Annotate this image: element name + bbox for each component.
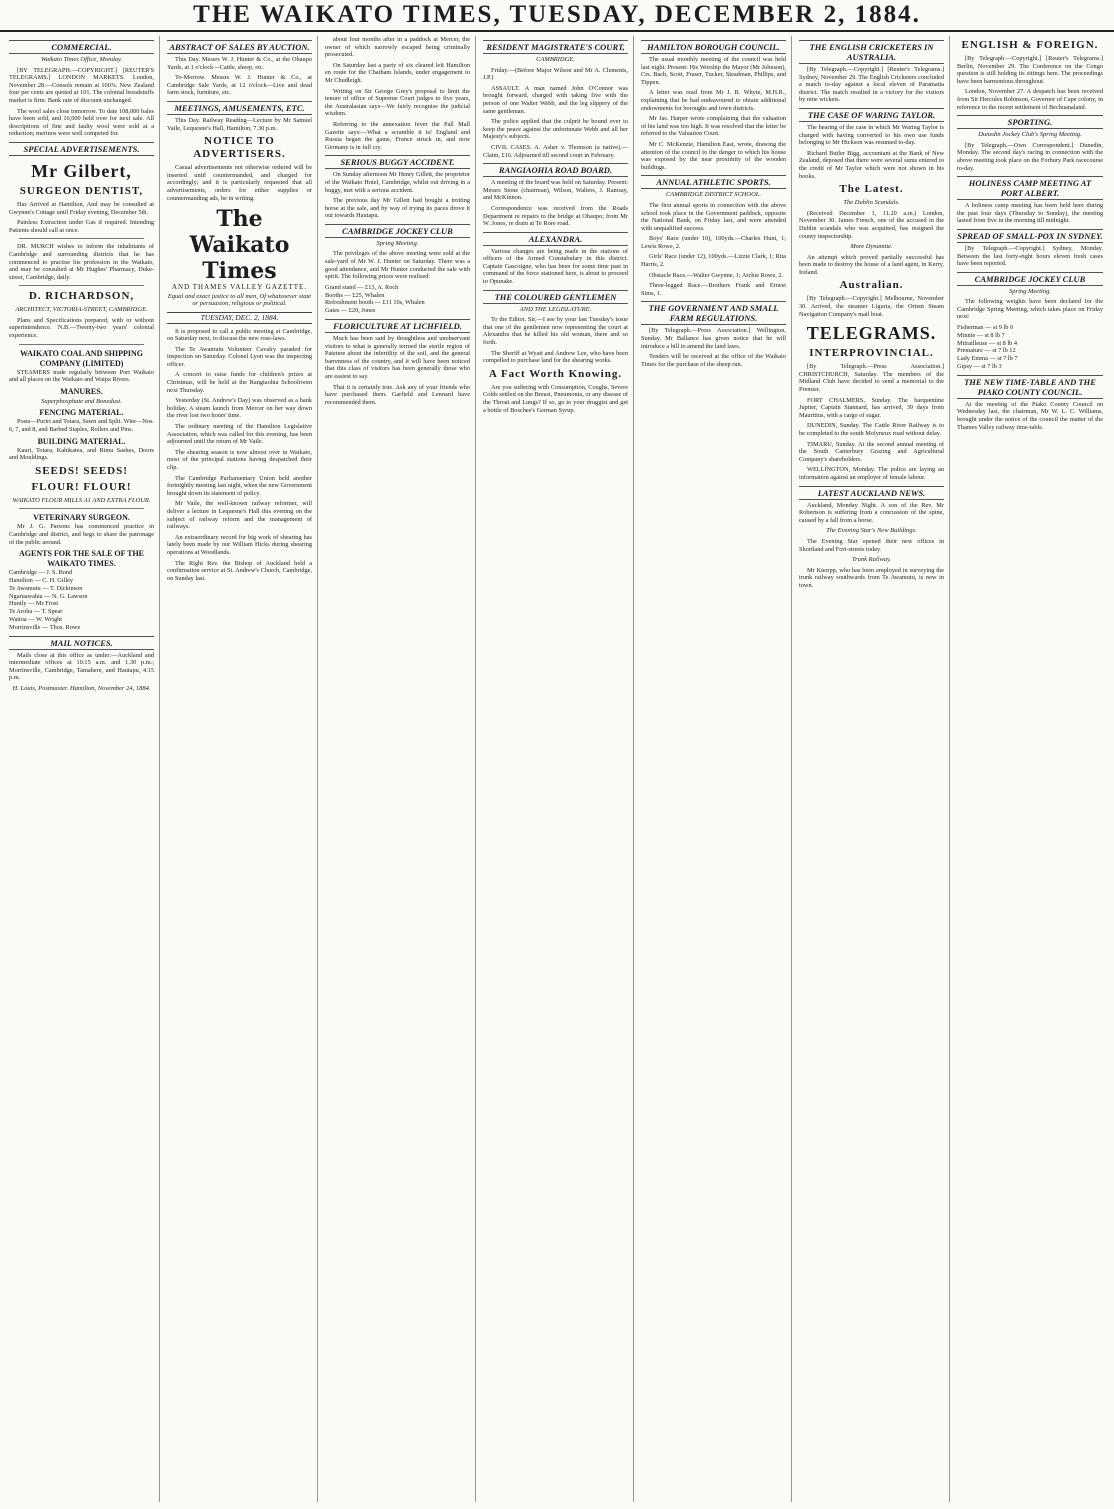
waring-taylor-heading: THE CASE OF WARING TAYLOR. xyxy=(799,108,944,122)
auction-text-2: To-Morrow. Messrs W. J. Hunter & Co., at Cambridge Sale Yards, at 12 o'clock—Live and dead farm stock, furniture, etc. xyxy=(167,74,312,97)
council-text: The usual monthly meeting of the council was held last night. Present: His Worship the Mayor (Mr Johnson), Crs. Bach, Scott, Fraser, Tucker, Steadman, Phillips, and Tippen. xyxy=(641,56,786,86)
holiness-text: A holiness camp meeting has been held here during the past four days (Thursday to Sunday), the meeting lasted from five in the morning till midnight. xyxy=(957,202,1103,225)
commercial-heading: COMMERCIAL. xyxy=(9,40,154,54)
vet-text: Mr J. G. Parsons has commenced practice in Cambridge and district, and begs to share the patronage of the public around. xyxy=(9,523,154,546)
buggy-text-2: The previous day Mr Gillett had bought a trotting horse at the sale, and by way of trying its paces drove it out towards Hautapu. xyxy=(325,197,470,220)
mail-sign: H. Louis, Postmaster. Hamilton, November 24, 1884. xyxy=(12,684,151,692)
cricket-text: [By Telegraph.—Copyright.] [Reuter's Telegrams.] Sydney, November 29. The English Cricketers concluded a match to-day against a local eleven of Paramatta district. The match resulted in a victory for the visitors by nine wickets. xyxy=(799,66,944,104)
smallpox-heading: SPREAD OF SMALL-POX IN SYDNEY. xyxy=(957,230,1103,241)
flour-text: WAIKATO FLOUR MILLS A1 AND EXTRA FLOUR. xyxy=(12,496,151,504)
time-table-text: At the meeting of the Piako County Council on Wednesday last, the chairman, Mr W. L. C. Williams, brought under the notice of the council the matter of the Thames Valley railway time-table. xyxy=(957,400,1103,431)
road-board-heading: RANGIAOHIA ROAD BOARD. xyxy=(483,163,628,177)
evening-star-text: The Evening Star opened their new offices in Shortland and Fort-streets today. xyxy=(799,537,944,553)
taylor-text: Richard Butler Bigg, accountant at the Bank of New Zealand, deposed that there were several sums entered to the credit of Mr Taylor which were not shown in his books. xyxy=(799,149,944,180)
cricketers-heading: THE ENGLISH CRICKETERS IN AUSTRALIA. xyxy=(799,40,944,64)
agent-entry: Ngaruawahia — N. G. Lawson xyxy=(9,592,88,600)
special-ads-heading: SPECIAL ADVERTISEMENTS. xyxy=(9,142,154,156)
english-foreign-heading: ENGLISH & FOREIGN. xyxy=(961,39,1099,51)
council-text: Mr Jas. Harper wrote complaining that the valuation of his land was too high. It was resolved that the letter be referred to the Valuation Court. xyxy=(641,115,786,138)
seeds-title: SEEDS! SEEDS! xyxy=(35,464,128,477)
agent-entry: Cambridge — J. S. Bond xyxy=(9,569,73,577)
weight-entry: Minnie — st 8 lb 7 xyxy=(957,331,1005,339)
building-text: Kauri, Totara, Kahikatea, and Rimu Sashes, Doors and Mouldings. xyxy=(9,446,154,462)
road-board-text: Correspondence was received from the Roads Department re repairs to the bridge at Ohaupo; from Mr W. Jones, re drain at Te Rore road. xyxy=(483,204,628,228)
telegram-text: [By Telegraph.—Press Association.] CHRISTCHURCH, Saturday. The members of the Midland Club have decided to send a memorial to the Premier. xyxy=(799,363,944,394)
sports-result: Girls' Race (under 12), 100yds.—Lizzie Clark, 1; Rita Harris, 2. xyxy=(641,253,786,269)
borough-council-heading: HAMILTON BOROUGH COUNCIL. xyxy=(641,40,786,54)
news-item: Referring to the annexation fever the Pall Mall Gazette says:—What a scramble it is! England and Russia began the game, France struck in, and now Germany is in full cry. xyxy=(325,120,470,151)
column-3 xyxy=(322,36,476,1502)
cambridge-jockey-heading: CAMBRIDGE JOCKEY CLUB xyxy=(957,272,1103,286)
news-item: The shearing season is now almost over in Waikato, most of the principal stations having despatched their clip. xyxy=(167,448,312,471)
weight-entry: Lady Emma — st 7 lb 7 xyxy=(957,355,1018,363)
fencing-text: Posts—Puriri and Totara, Sawn and Split. Wire—Nos. 6, 7, and 8, and Barbed Staples, Rollers and Pins. xyxy=(9,418,154,434)
court-text: ASSAULT. A man named John O'Connor was brought forward, charged with taking five with the person of one Walter Webb, and the leg slippery of the same gentleman. xyxy=(483,84,628,115)
court-heading: RESIDENT MAGISTRATE'S COURT, xyxy=(483,40,628,54)
commercial-text-2: The wool sales close tomorrow. To date 108,000 bales have been sold, and 10,000 held over for next sale. All descriptions of fine and faulty wool were sold at a reduction; merinos were well competed for. xyxy=(9,107,154,138)
telegram-text: DUNEDIN, Sunday. The Cattle River Railway is to be completed to the south Molyneux road without delay. xyxy=(799,422,944,437)
news-item: Mr Vaile, the well-known railway reformer, will deliver a lecture in Lequesne's Hall this evening on the subject of railway reform and the management of railways. xyxy=(167,500,312,531)
dateline: TUESDAY, DEC. 2, 1884. xyxy=(167,312,312,324)
news-item: The Cambridge Parliamentary Union held another fortnightly meeting last night, when the new Government brought down its statement of policy. xyxy=(167,474,312,497)
court-sub: CAMBRIDGE. xyxy=(536,56,575,63)
murch-ad: DR. MURCH wishes to inform the inhabitants of Cambridge and surrounding districts that he has commenced to practise his profession in the Waikato, and may be consulted at Mr Hughes' Pharmacy, Duke-street, Cambridge, daily. xyxy=(9,243,154,281)
fact-heading: A Fact Worth Knowing. xyxy=(488,367,623,380)
column-2 xyxy=(164,36,318,1502)
news-item: The Right Rev. the Bishop of Auckland held a confirmation service at St. Andrew's Church, Cambridge, on Sunday last. xyxy=(167,559,312,582)
weight-entry: Gipsy — st 7 lb 3 xyxy=(957,363,1002,371)
trunk-railway-sub: Trunk Railway. xyxy=(851,556,892,564)
notice-title: NOTICE TO ADVERTISERS. xyxy=(193,135,286,161)
weight-entry: Mitrailleuse — st 8 lb 4 xyxy=(957,339,1017,347)
commercial-text-1: [BY TELEGRAPH.—COPYRIGHT.] [REUTER'S TELEGRAMS.] LONDON MARKETS. London, November 28.—Consols remain at 100⅞. New Zealand four per cents are quoted at 101. The colonial breadstuffs market is firm. Bank rate of discount unchanged. xyxy=(9,66,154,104)
buggy-accident-heading: SERIOUS BUGGY ACCIDENT. xyxy=(325,155,470,169)
manures-title: MANURES. xyxy=(60,386,103,396)
dynamite-text: An attempt which proved partially successful has been made to destroy the house of a land agent, in Kerry, Ireland. xyxy=(799,253,944,276)
cambridge-jockey-sub: Spring Meeting. xyxy=(1009,287,1051,295)
coal-ad-title: WAIKATO COAL AND SHIPPING COMPANY (LIMITED) xyxy=(19,348,144,368)
letter-text: The Sheriff at Wyatt and Andrew Lee, who have been compelled to purchase land for the shearing works. xyxy=(483,349,628,365)
commercial-sub: Waikato Times Office, Monday. xyxy=(40,56,123,63)
richardson-ad-sub: ARCHITECT, VICTORIA-STREET, CAMBRIDGE. xyxy=(15,306,148,314)
coal-ad-text: STEAMERS trade regularly between Port Waikato and all places on the Waikato and Waipa Rivers. xyxy=(9,368,154,384)
foreign-text: London, November 27. A despatch has been received from Sir Hercules Robinson, Governor of Cape colony, in reference to the recent settlement of Bechuanaland. xyxy=(957,88,1103,111)
australian-heading: Australian. xyxy=(839,279,904,292)
government-text: Tenders will be received at the office of the Waikato Times for the purchase of the sheep run. xyxy=(641,353,786,368)
column-4 xyxy=(480,36,634,1502)
telegram-text: WELLINGTON, Monday. The police are laying an information against an employer of female labour. xyxy=(799,466,944,481)
agent-entry: Waitoa — W. Wright xyxy=(9,615,62,623)
floriculture-heading: FLORICULTURE AT LICHFIELD. xyxy=(325,319,470,333)
evening-star-sub: The Evening Star's New Buildings. xyxy=(826,527,917,535)
agent-entry: Te Aroha — T. Spear xyxy=(9,608,63,616)
council-text: A letter was read from Mr J. B. Whyte, M.H.R., explaining that he had endeavoured to obtain additional endowments for boroughs and town districts. xyxy=(641,89,786,112)
letter-text: To the Editor. Sir,—I see by your last Tuesday's issue that one of the gentlemen now representing the court at Alexandra that he killed his old woman, there and so forth. xyxy=(483,316,628,347)
latest-heading: The Latest. xyxy=(839,183,904,196)
buggy-text-1: On Sunday afternoon Mr Henry Gillett, the proprietor of the Waikato Hotel, Cambridge, whilst out driving in a buggy, met with a serious accident. xyxy=(325,171,470,194)
court-text: CIVIL CASES. A. Asher v. Thomson (a native).—Claim, £16. Adjourned till second court in February. xyxy=(483,143,628,159)
jockey-club-sub: Spring Meeting. xyxy=(376,239,419,247)
auction-text-1: This Day. Messrs W. J. Hunter & Co., at the Ohaupo Yards, at 1 o'clock—Cattle, sheep, etc. xyxy=(167,56,312,71)
dynamite-sub: More Dynamite. xyxy=(850,243,893,251)
column-6 xyxy=(796,36,950,1502)
sporting-text: [By Telegraph.—Own Correspondent.] Dunedin, Monday. The second day's racing in connection with the above meeting took place on the Forbury Park racecourse to-day. xyxy=(957,141,1103,172)
news-item: Yesterday (St. Andrew's Day) was observed as a bank holiday. A steam launch from Mercer on her way down the river lost two hours' time. xyxy=(167,397,312,420)
news-item: It is proposed to call a public meeting at Cambridge, on Saturday next, to discuss the new rose-laws. xyxy=(167,327,312,343)
weights-list xyxy=(957,324,1103,371)
columns xyxy=(6,36,1108,1502)
dunedin-jockey-sub: Dunedin Jockey Club's Spring Meeting. xyxy=(978,131,1082,139)
fencing-title: FENCING MATERIAL. xyxy=(39,408,124,418)
telegram-text: TIMARU, Sunday. At the second annual meeting of the South Canterbury Grazing and Agricultural Company's shareholders. xyxy=(799,440,944,463)
alexandra-text: Various changes are being made in the stations of officers of the Armed Constabulary in this district. Captain Gascoigne, who has been for some time past in command of the force stationed here, is about to proceed to Opunake. xyxy=(483,247,628,286)
taylor-text: The hearing of the case in which Mr Waring Taylor is charged with having converted to his own use funds belonging to Mr Hickson was resumed to-day. xyxy=(799,123,944,147)
auckland-text: Auckland, Monday Night. A son of the Rev. Mr Robertson is suffering from a concussion of the spine, caused by a fall from a horse. xyxy=(799,501,944,524)
price-entry: Booths — £25, Whalen xyxy=(325,291,385,299)
jockey-club-text: The privileges of the above meeting were sold at the sale-yard of Mr W. J. Hunter on Saturday. There was a good attendance, and Mr Hunter conducted the sale with spirit. The following prices were realised: xyxy=(325,250,470,281)
news-item: about four months after in a paddock at Mercer, the owner of which narrowly escaped being criminally prosecuted. xyxy=(325,36,470,59)
court-text: The police applied that the culprit be bound over to keep the peace against the unfortunate Webb and all her Majesty's subjects. xyxy=(483,118,628,141)
mail-text: Mails close at this office as under:—Auckland and intermediate offices at 10.15 a.m. and 1.30 p.m.; Morrinsville, Cambridge, Tamahere, and Hautapu, 4.15 p.m. xyxy=(9,651,154,682)
divider xyxy=(19,344,144,345)
logo-subtitle: AND THAMES VALLEY GAZETTE. xyxy=(171,283,307,292)
notice-text: Casual advertisements not otherwise ordered will be inserted until countermanded, and charged for accordingly; and it is particularly requested that all advertisements, orders for either supplies or countermanding ads, be in writing. xyxy=(167,164,312,202)
interprovincial-heading: INTERPROVINCIAL. xyxy=(809,347,934,360)
weight-entry: Premature — st 7 lb 12 xyxy=(957,347,1016,355)
government-text: [By Telegraph.—Press Association.] Wellington, Sunday. Mr Ballance has given notice that he will introduce a bill to amend the land laws. xyxy=(641,327,786,350)
agent-entry: Hamilton — C. H. Gilley xyxy=(9,576,74,584)
sports-result: Three-legged Race.—Brothers Frank and Ernest Sims, 1. xyxy=(641,282,786,297)
time-table-heading: THE NEW TIME-TABLE AND THE PIAKO COUNTY COUNCIL. xyxy=(957,375,1103,399)
coloured-gentlemen-sub: AND THE LEGISLATURE. xyxy=(519,305,592,313)
gilbert-ad-note: Painless Extraction under Gas if required. Intending Patients should call at once. xyxy=(9,219,154,234)
divider xyxy=(19,285,144,286)
divider xyxy=(19,508,144,509)
column-7 xyxy=(954,36,1108,1502)
dublin-text: (Received December 1, 11.20 a.m.) London, November 30. James French, one of the accused in the Dublin scandals who was acquitted, has resigned the county inspectorship. xyxy=(799,209,944,240)
meetings-heading: MEETINGS, AMUSEMENTS, ETC. xyxy=(167,101,312,115)
motto: Equal and exact justice to all men, Of whatsoever state or persuasion, religious or political. xyxy=(167,292,312,308)
floriculture-text: Much has been said by thoughtless and unobservant visitors to what is generally termed the sterile region of Patetere about the infertility of the soil, and the general barrenness of the country, and it will have been noticed that this class of visitors has been generally those who are easiest to say. xyxy=(325,335,470,380)
agent-entry: Te Awamutu — T. Dickinson xyxy=(9,584,83,592)
waikato-times-logo: The Waikato Times xyxy=(189,206,290,285)
price-entry: Refreshment booth — £11 10s, Whalen xyxy=(325,299,425,307)
sports-result: Obstacle Race.—Walter Gwynne, 1; Archie Rowe, 2. xyxy=(649,271,784,279)
council-text: Mr C. McKenzie, Hamilton East, wrote, drawing the attention of the council to the danger to which his house was exposed by the near proximity of the wooden buildings. xyxy=(641,140,786,171)
agent-entry: Morrinsville — Thos. Rowe xyxy=(9,623,81,631)
telegrams-heading: TELEGRAMS. xyxy=(806,323,937,344)
vet-title: VETERINARY SURGEON. xyxy=(33,513,130,523)
price-entry: Grand stand — £13, A. Roch xyxy=(325,283,399,291)
gilbert-ad-sub: SURGEON DENTIST, xyxy=(19,184,144,197)
richardson-ad-title: D. RICHARDSON, xyxy=(28,290,135,303)
column-1 xyxy=(6,36,160,1502)
auction-heading: ABSTRACT OF SALES BY AUCTION. xyxy=(167,40,312,54)
news-item: A concert to raise funds for children's prizes at Christmas, will be held at the Rangiaohia Schoolroom next Thursday. xyxy=(167,371,312,394)
news-item: Writing on Sir George Grey's proposal to limit the tenure of office of Supreme Court judges to five years, the Australasian says—We fairly recognise the judicial wisdom. xyxy=(325,87,470,118)
weights-intro: The following weights have been declared for the Cambridge Spring Meeting, which takes place on Friday next: xyxy=(957,298,1103,321)
agents-list xyxy=(9,569,154,631)
price-entry: Gates — £20, Jones xyxy=(325,307,376,315)
road-board-text: A meeting of the board was held on Saturday. Present: Messrs Stone (chairman), Wilson, Walters, J. Ramsay, and McKinnon. xyxy=(483,179,628,202)
jockey-club-heading: CAMBRIDGE JOCKEY CLUB xyxy=(325,224,470,238)
news-item: The Te Awamutu Volunteer Cavalry paraded for inspection on Saturday. Colonel Lyon was the inspecting officer. xyxy=(167,345,312,368)
masthead xyxy=(0,0,1114,32)
richardson-ad-text: Plans and Specifications prepared, with or without superintendence. N.B.—Twenty-two years' colonial experience. xyxy=(9,316,154,340)
sports-result: Boys' Race (under 10), 100yds.—Charles Hunt, 1; Lewis Rowe, 2. xyxy=(641,235,786,250)
news-item: An extraordinary record for big work of shearing has lately been made by our William Hicks during shearing operations at Woodlands. xyxy=(167,533,312,556)
auckland-news-heading: LATEST AUCKLAND NEWS. xyxy=(799,486,944,500)
foreign-text: [By Telegraph.—Copyright.] [Reuter's Telegrams.] Berlin, November 29. The Conference on the Congo question is still holding its sittings here. The proceedings have been harmonious throughout. xyxy=(957,55,1103,85)
trunk-railway-text: Mr Knorpp, who has been employed in surveying the trunk railway southwards from Te Awamutu, is now in town. xyxy=(799,566,944,589)
fact-text: Are you suffering with Consumption, Coughs, Severe Colds settled on the Breast, Pneumonia, or any disease of the Throat and Lungs? If so, go to your druggist and get a bottle of Boschee's German Syrup. xyxy=(483,383,628,414)
news-item: The ordinary meeting of the Hamilton Legislative Association, which was called for this evening, has been adjourned until the return of Mr Vaile. xyxy=(167,423,312,446)
news-item: On Saturday last a party of six cleared left Hamilton en route for the Chatham Islands, under engagement to Mr Chudleigh. xyxy=(325,61,470,84)
sports-heading: ANNUAL ATHLETIC SPORTS. xyxy=(641,175,786,189)
flour-title: FLOUR! FLOUR! xyxy=(31,480,132,493)
building-title: BUILDING MATERIAL. xyxy=(37,436,126,446)
sporting-heading: SPORTING. xyxy=(957,115,1103,129)
court-text: Friday.—(Before Major Wilson and Mr A. Clements, J.P.) xyxy=(483,66,628,82)
manures-text: Superphosphate and Bonedust. xyxy=(41,397,122,405)
coloured-gentlemen-heading: THE COLOURED GENTLEMEN xyxy=(483,290,628,304)
mail-heading: MAIL NOTICES. xyxy=(9,636,154,650)
government-heading: THE GOVERNMENT AND SMALL FARM REGULATIONS. xyxy=(641,301,786,325)
floriculture-text-2: That it is certainly true. Ask any of your friends who have purchased them. Garfield and Lennard have recommended them. xyxy=(325,383,470,406)
agents-title: AGENTS FOR THE SALE OF THE WAIKATO TIMES. xyxy=(19,549,144,569)
gilbert-ad-title: Mr Gilbert, xyxy=(31,160,132,181)
meetings-text: This Day. Railway Reading—Lecture by Mr Samuel Vaile, Lequesne's Hall, Hamilton, 7.30 p.m. xyxy=(167,116,312,132)
column-5 xyxy=(638,36,792,1502)
holiness-camp-heading: HOLINESS CAMP MEETING AT PORT ALBERT. xyxy=(957,176,1103,200)
australian-text: [By Telegraph.—Copyright.] Melbourne, November 30. Arrived, the steamer Liguria, the Orient Steam Navigation Company's mail boat. xyxy=(799,295,944,318)
divider xyxy=(19,238,144,239)
prices-list xyxy=(325,284,470,315)
smallpox-text: [By Telegraph.—Copyright.] Sydney, Monday. Between the last forty-eight hours eleven fresh cases have been reported. xyxy=(957,244,1103,268)
weight-entry: Fisherman — st 9 lb 0 xyxy=(957,324,1014,332)
alexandra-heading: ALEXANDRA. xyxy=(483,232,628,246)
dublin-sub: The Dublin Scandals. xyxy=(843,199,900,207)
agent-entry: Huntly — Mr Frost xyxy=(9,600,59,608)
gilbert-ad-text: Has Arrived at Hamilton, And may be consulted at Gwynne's Cottage until Friday evening, December 5th. xyxy=(9,200,154,216)
sports-sub: CAMBRIDGE DISTRICT SCHOOL. xyxy=(665,191,762,199)
newspaper-title: THE WAIKATO TIMES, TUESDAY, DECEMBER 2, 1884. xyxy=(193,1,921,28)
telegram-text: FORT CHALMERS, Sunday. The barquentine Jupiter, Captain Stannard, has arrived, 39 days from Mauritius, with a cargo of sugar. xyxy=(799,396,944,419)
sports-text: The first annual sports in connection with the above school took place in the Government paddock, opposite the National Bank, on Friday last, and were attended with unqualified success. xyxy=(641,201,786,232)
